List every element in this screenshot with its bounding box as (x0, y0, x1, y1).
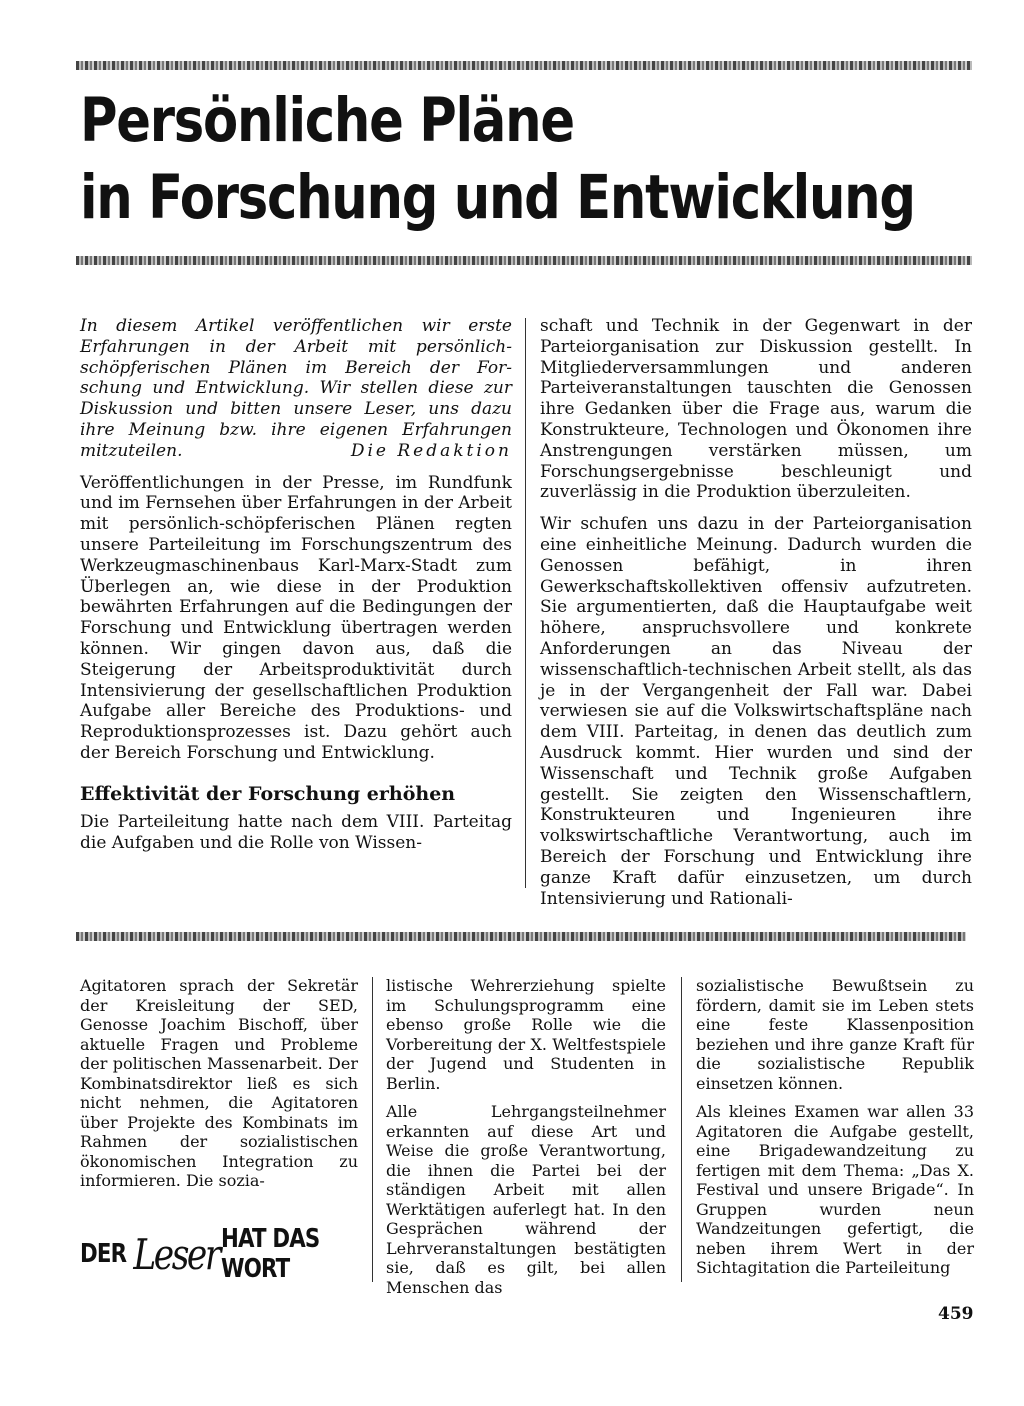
page-number: 459 (938, 1304, 974, 1324)
reader-column-3 (696, 976, 974, 1278)
intro-line: Diskussion und bitten unsere Leser, uns dazu (80, 399, 512, 420)
body-paragraph: Veröffentlichungen in der Presse, im Rundfunk und im Fernsehen über Erfahrungen in der Arbeit mit persönlich-schöpferischen Plänen regten unsere Parteileitung im Forschungszentrum des Werkzeugmaschinenbaus Karl-Marx-Stadt zum Überlegen an, wie diese in der Produktion bewährten Erfahrungen auf die Bedingungen der Forschung und Entwicklung übertragen werden können. Wir gingen davon aus, daß die Steigerung der Arbeitsproduktivität durch Intensivierung der gesellschaftlichen Produktion Aufgabe aller Bereiche des Produktions- und Reproduktionsprozesses ist. Dazu gehört auch der Bereich Forschung und Entwicklung. (80, 472, 512, 763)
section-subheading: Effektivität der Forschung erhöhen (80, 782, 456, 805)
body-paragraph: Die Parteileitung hatte nach dem VIII. Parteitag die Aufgaben und die Rolle von Wissen- (80, 811, 512, 853)
article-title (80, 82, 915, 236)
logo-der: DER (80, 1239, 127, 1269)
intro-line: In diesem Artikel veröffentlichen wir erste (80, 316, 512, 336)
column-divider (372, 977, 373, 1282)
body-paragraph: Agitatoren sprach der Sekretär der Kreisleitung der SED, Genosse Joachim Bischoff, über aktuelle Fragen und Probleme der politischen Massenarbeit. Der Kombinatsdirektor ließ es sich nicht nehmen, die Agitatoren über Projekte des Kombinats im Rahmen der sozialistischen ökonomischen Integration zu informieren. Die sozia- (80, 976, 358, 1190)
section-separator-rule (76, 932, 966, 941)
intro-line: ihre Meinung bzw. ihre eigenen Erfahrungen (80, 419, 512, 440)
reader-column-2 (386, 976, 666, 1297)
title-line-2: in Forschung und Entwicklung (80, 162, 915, 233)
editorial-intro (80, 316, 512, 462)
editorial-signature: Die Redaktion (350, 440, 512, 461)
reader-column-1 (80, 976, 358, 1191)
title-line-1: Persönliche Pläne (80, 85, 574, 156)
column-divider (681, 977, 682, 1282)
logo-hat-das-wort: HAT DAS WORT (220, 1224, 320, 1284)
top-decorative-rule (76, 61, 972, 70)
intro-line: mitzuteilen. (80, 440, 183, 461)
body-paragraph: Alle Lehrgangsteilnehmer erkannten auf diese Art und Weise die große Verantwortung, die ihnen die Partei bei der ständigen Arbeit mit allen Werktätigen auferlegt hat. In den Gesprächen während der Lehrveranstaltungen bestätigten sie, daß es gilt, bei allen Menschen das (386, 1102, 666, 1297)
intro-line: schöpferischen Plänen im Bereich der For- (80, 357, 512, 378)
body-paragraph: schaft und Technik in der Gegenwart in der Parteiorganisation zur Diskussion gestellt. In Mitgliederversammlungen und anderen Parteiveranstaltungen tauschten die Genossen ihre Gedanken über die Frage aus, warum die Konstrukteure, Technologen und Ökonomen ihre Anstrengungen verstärken müssen, um Forschungsergebnisse beschleunigt und zuverlässig in die Produktion überzuleiten. (540, 316, 972, 503)
logo-leser-script: Leser (133, 1229, 220, 1279)
article-column-right (540, 316, 972, 909)
title-underline-rule (76, 256, 972, 265)
column-divider (525, 318, 526, 888)
intro-line: schung und Entwicklung. Wir stellen diese zur (80, 378, 512, 399)
body-paragraph: Als kleines Examen war allen 33 Agitatoren die Aufgabe gestellt, eine Brigadewandzeitung zu fertigen mit dem Thema: „Das X. Festival und unsere Brigade“. In Gruppen wurden neun Wandzeitungen gefertigt, die neben ihrem Wert in der Sichtagitation die Parteileitung (696, 1102, 974, 1277)
article-column-left (80, 316, 512, 853)
body-paragraph: listische Wehrerziehung spielte im Schulungsprogramm eine ebenso große Rolle wie die Vorbereitung der X. Weltfestspiele der Jugend und Studenten in Berlin. (386, 976, 666, 1093)
intro-line: Erfahrungen in der Arbeit mit persönlich- (80, 336, 512, 357)
body-paragraph: Wir schufen uns dazu in der Parteiorganisation eine einheitliche Meinung. Dadurch wurden die Genossen befähigt, in ihren Gewerkschaftskollektiven offensiv aufzutreten. Sie argumentierten, daß die Hauptaufgabe weit höhere, anspruchsvollere und konkrete Anforderungen an das Niveau der wissenschaftlich-technischen Arbeit stellt, als das je in der Vergangenheit der Fall war. Dabei verwiesen sie auf die Volkswirtschaftspläne nach dem VIII. Parteitag, in denen das deutlich zum Ausdruck kommt. Hier wurden und sind der Wissenschaft und Technik große Aufgaben gestellt. Sie zeigten den Wissenschaftlern, Konstrukteuren und Ingenieuren ihre volkswirtschaftliche Verantwortung, auch im Bereich der Forschung und Entwicklung ihre ganze Kraft dafür einzusetzen, um durch Intensivierung und Rationali- (540, 514, 972, 909)
body-paragraph: sozialistische Bewußtsein zu fördern, damit sie im Leben stets eine feste Klassenposition beziehen und ihre ganze Kraft für die sozialistische Republik einsetzen können. (696, 976, 974, 1093)
der-leser-hat-das-wort-logo (80, 1224, 360, 1284)
